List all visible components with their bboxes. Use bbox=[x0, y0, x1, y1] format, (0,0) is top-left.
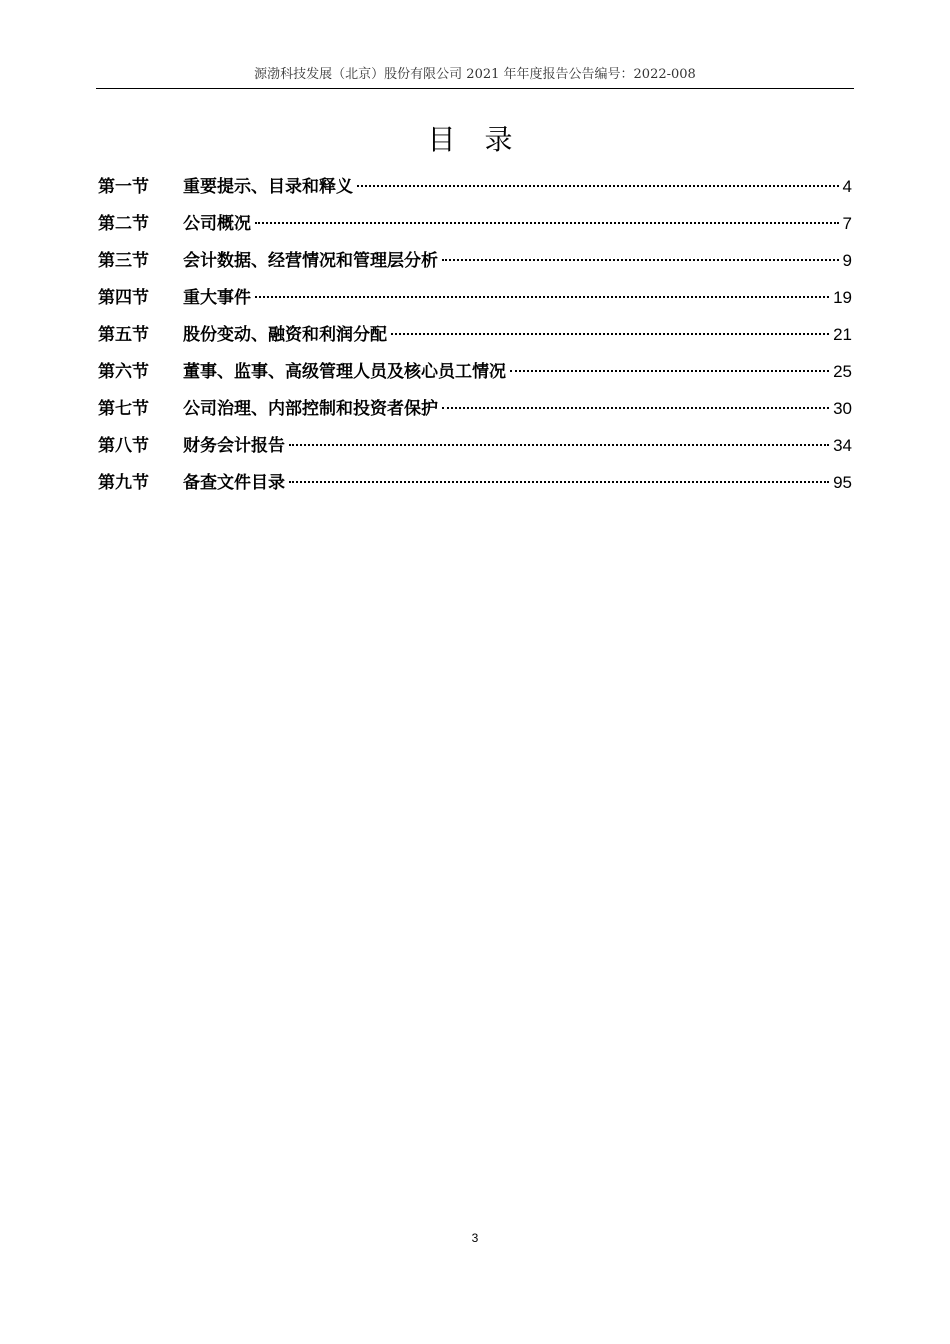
toc-section-number: 第五节 bbox=[98, 325, 149, 345]
dot-leader bbox=[442, 259, 839, 261]
toc-entry[interactable] bbox=[98, 427, 852, 464]
toc-page-number: 21 bbox=[833, 325, 852, 344]
toc-section-title: 公司治理、内部控制和投资者保护 bbox=[183, 399, 438, 419]
toc-title: 目 录 bbox=[427, 123, 523, 156]
dot-leader bbox=[510, 370, 829, 372]
toc-entry[interactable] bbox=[98, 390, 852, 427]
toc-page-number: 30 bbox=[833, 399, 852, 418]
toc-section-number: 第三节 bbox=[98, 251, 149, 271]
toc-section-number: 第七节 bbox=[98, 399, 149, 419]
toc-section-title: 董事、监事、高级管理人员及核心员工情况 bbox=[183, 362, 506, 382]
toc-section-title: 备查文件目录 bbox=[183, 473, 285, 493]
toc-entry[interactable] bbox=[98, 316, 852, 353]
toc-section-number: 第二节 bbox=[98, 214, 149, 234]
toc-section-number: 第一节 bbox=[98, 177, 149, 197]
dot-leader bbox=[255, 222, 839, 224]
toc-page-number: 34 bbox=[833, 436, 852, 455]
toc-entry[interactable] bbox=[98, 464, 852, 501]
page-number: 3 bbox=[471, 1231, 479, 1245]
toc-entry[interactable] bbox=[98, 353, 852, 390]
dot-leader bbox=[289, 481, 829, 483]
dot-leader bbox=[357, 185, 839, 187]
toc-section-number: 第九节 bbox=[98, 473, 149, 493]
toc-section-title: 重要提示、目录和释义 bbox=[183, 177, 353, 197]
toc-section-title: 会计数据、经营情况和管理层分析 bbox=[183, 251, 438, 271]
toc-section-title: 财务会计报告 bbox=[183, 436, 285, 456]
dot-leader bbox=[442, 407, 829, 409]
toc-entry[interactable] bbox=[98, 205, 852, 242]
dot-leader bbox=[255, 296, 829, 298]
toc-section-title: 股份变动、融资和利润分配 bbox=[183, 325, 387, 345]
toc-section-number: 第六节 bbox=[98, 362, 149, 382]
toc-section-number: 第八节 bbox=[98, 436, 149, 456]
toc-entry[interactable] bbox=[98, 279, 852, 316]
page-header: 源渤科技发展（北京）股份有限公司 2021 年年度报告公告编号：2022-008 bbox=[254, 67, 696, 82]
toc-page-number: 95 bbox=[833, 473, 852, 492]
toc-page-number: 25 bbox=[833, 362, 852, 381]
dot-leader bbox=[289, 444, 829, 446]
toc-page-number: 4 bbox=[842, 177, 852, 196]
toc-page-number: 7 bbox=[842, 214, 852, 233]
toc-section-number: 第四节 bbox=[98, 288, 149, 308]
dot-leader bbox=[391, 333, 829, 335]
table-of-contents bbox=[98, 168, 852, 501]
header-divider bbox=[96, 88, 854, 89]
toc-section-title: 重大事件 bbox=[183, 288, 251, 308]
toc-page-number: 9 bbox=[842, 251, 852, 270]
toc-entry[interactable] bbox=[98, 242, 852, 279]
toc-entry[interactable] bbox=[98, 168, 852, 205]
toc-page-number: 19 bbox=[833, 288, 852, 307]
toc-section-title: 公司概况 bbox=[183, 214, 251, 234]
